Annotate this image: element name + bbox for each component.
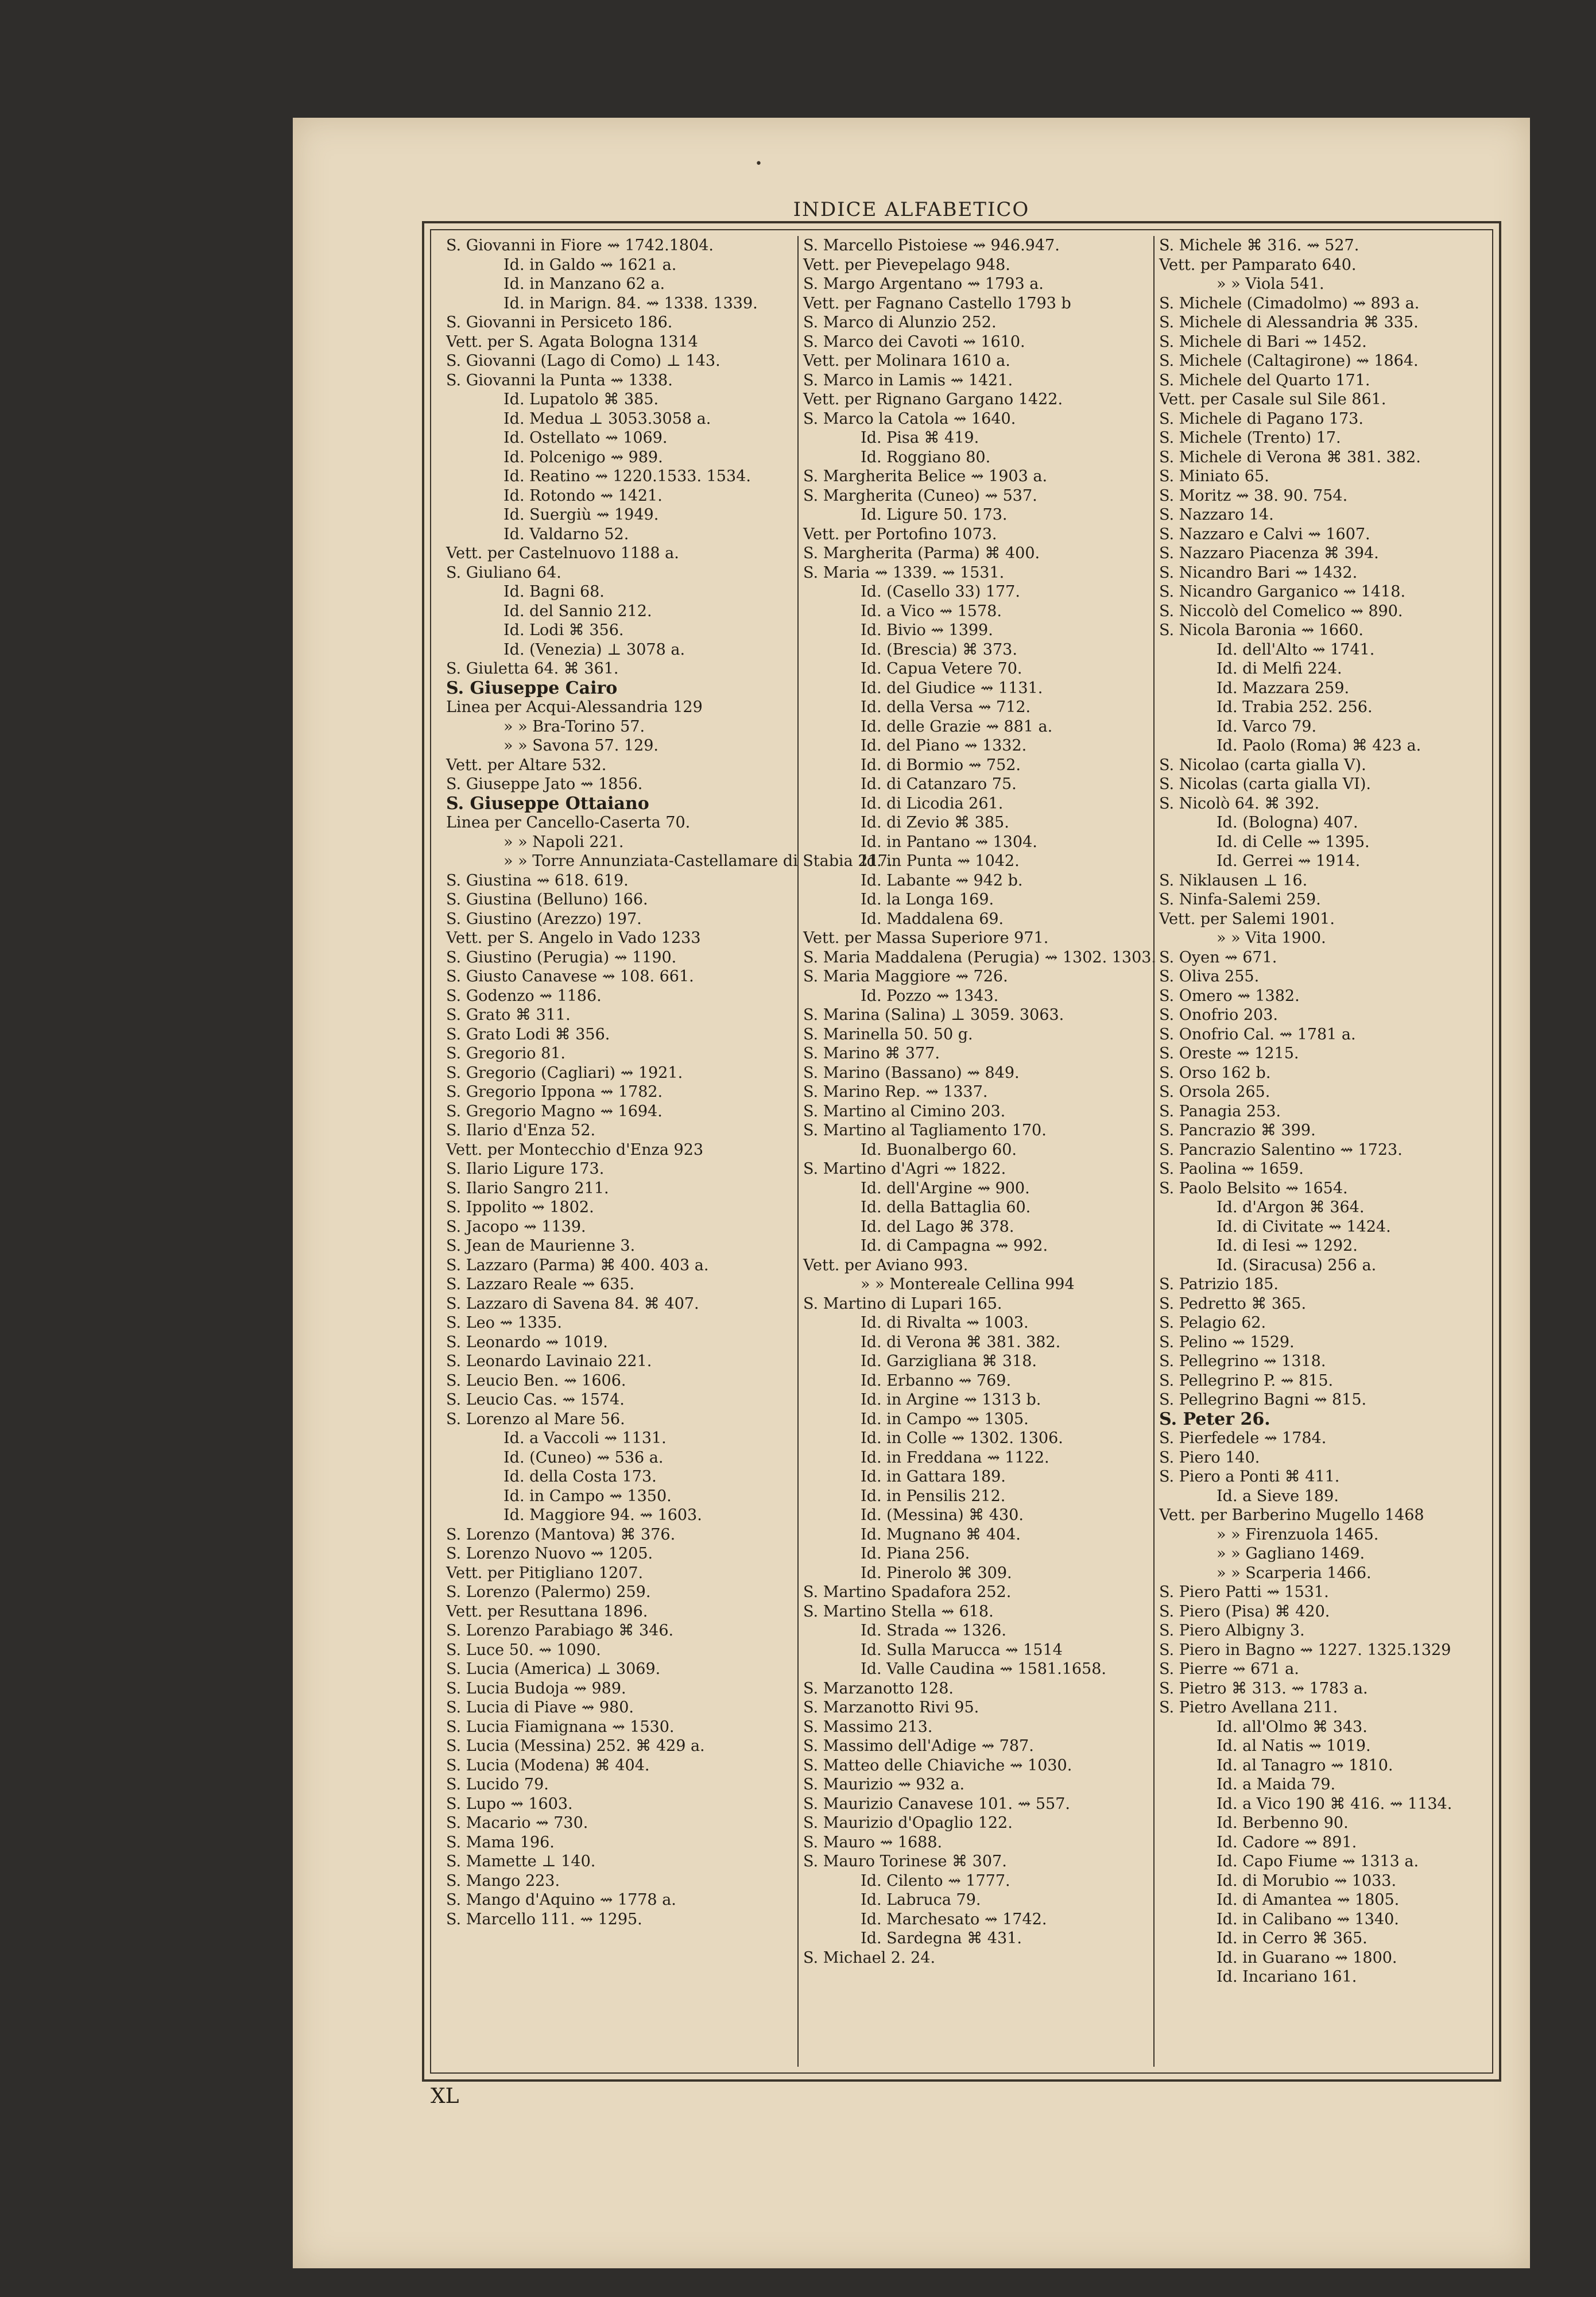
index-entry: S. Martino al Tagliamento 170. (803, 1122, 1047, 1139)
index-entry: S. Godenzo ⇝ 1186. (446, 987, 602, 1005)
index-entry: S. Leucio Ben. ⇝ 1606. (446, 1371, 626, 1390)
index-entry: Id. Medua ⊥ 3053.3058 a. (503, 409, 711, 428)
index-column-3 (1153, 236, 1504, 2067)
index-entry: S. Pierre ⇝ 671 a. (1159, 1660, 1299, 1678)
index-entry: S. Jacopo ⇝ 1139. (446, 1217, 586, 1236)
index-entry: S. Patrizio 185. (1159, 1275, 1279, 1293)
index-entry: S. Marinella 50. 50 g. (803, 1025, 973, 1043)
index-entry: S. Michele di Bari ⇝ 1452. (1159, 332, 1367, 351)
index-entry: S. Maria ⇝ 1339. ⇝ 1531. (803, 563, 1005, 582)
index-entry: S. Giustina (Belluno) 166. (446, 891, 648, 908)
index-entry: S. Omero ⇝ 1382. (1159, 987, 1300, 1005)
index-entry: S. Michele (Trento) 17. (1159, 429, 1341, 447)
index-entry: S. Piero 140. (1159, 1448, 1260, 1467)
index-entry: S. Marino (Bassano) ⇝ 849. (803, 1064, 1020, 1082)
index-entry: Vett. per Portofino 1073. (803, 525, 997, 543)
index-entry: S. Grato Lodi ⌘ 356. (446, 1025, 610, 1043)
index-frame-inner (430, 229, 1493, 2074)
index-entry: Id. dell'Alto ⇝ 1741. (1217, 640, 1375, 659)
index-entry: Vett. per Fagnano Castello 1793 b (803, 294, 1071, 312)
index-entry: Id. Maddalena 69. (861, 910, 1004, 928)
index-entry: S. Lucia Fiamignana ⇝ 1530. (446, 1718, 675, 1736)
index-entry: S. Nicolas (carta gialla VI). (1159, 775, 1371, 793)
index-entry: Id. di Rivalta ⇝ 1003. (861, 1314, 1029, 1332)
index-entry: Vett. per S. Agata Bologna 1314 (446, 332, 698, 351)
index-entry: S. Maurizio Canavese 101. ⇝ 557. (803, 1795, 1070, 1813)
index-entry: Id. (Casello 33) 177. (861, 583, 1020, 601)
index-entry: S. Jean de Maurienne 3. (446, 1237, 636, 1255)
index-entry: S. Lorenzo Parabiago ⌘ 346. (446, 1622, 674, 1639)
index-entry: Vett. per Aviano 993. (803, 1256, 969, 1274)
index-entry: S. Piero Albigny 3. (1159, 1622, 1305, 1639)
index-entry: S. Margherita (Cuneo) ⇝ 537. (803, 486, 1037, 505)
index-entry: S. Pellegrino ⇝ 1318. (1159, 1352, 1326, 1370)
index-entry: S. Pancrazio Salentino ⇝ 1723. (1159, 1140, 1403, 1159)
index-entry: S. Maria Maggiore ⇝ 726. (803, 968, 1008, 985)
index-entry: S. Pelagio 62. (1159, 1314, 1266, 1332)
index-entry: Id. in Pensilis 212. (861, 1487, 1006, 1505)
index-entry: S. Pellegrino Bagni ⇝ 815. (1159, 1391, 1367, 1409)
index-entry: S. Paolina ⇝ 1659. (1159, 1160, 1304, 1178)
index-entry: Linea per Acqui-Alessandria 129 (446, 698, 703, 716)
index-entry: S. Pedretto ⌘ 365. (1159, 1294, 1307, 1313)
index-entry: » » Scarperia 1466. (1217, 1564, 1372, 1582)
index-entry: S. Lupo ⇝ 1603. (446, 1795, 573, 1813)
index-entry: Id. Sulla Marucca ⇝ 1514 (861, 1641, 1063, 1659)
page-title: INDICE ALFABETICO (793, 198, 1030, 221)
index-entry: S. Ninfa-Salemi 259. (1159, 891, 1321, 908)
index-entry: Id. Mugnano ⌘ 404. (861, 1525, 1021, 1544)
index-entry: Id. Marchesato ⇝ 1742. (861, 1910, 1047, 1928)
index-entry: Id. Trabia 252. 256. (1217, 698, 1373, 716)
index-entry: Id. (Siracusa) 256 a. (1217, 1256, 1377, 1274)
index-entry: S. Martino Stella ⇝ 618. (803, 1602, 994, 1621)
index-entry: Id. Bivio ⇝ 1399. (861, 621, 993, 639)
index-entry: S. Pierfedele ⇝ 1784. (1159, 1429, 1327, 1447)
index-entry: » » Montereale Cellina 994 (861, 1275, 1075, 1293)
index-entry: » » Napoli 221. (503, 833, 624, 851)
index-entry: Id. d'Argon ⌘ 364. (1217, 1198, 1365, 1216)
index-entry: S. Marzanotto 128. (803, 1679, 954, 1697)
index-entry: S. Massimo dell'Adige ⇝ 787. (803, 1737, 1034, 1755)
index-entry: Vett. per Altare 532. (446, 756, 607, 774)
index-entry: S. Giovanni in Persiceto 186. (446, 314, 673, 331)
index-entry: S. Niccolò del Comelico ⇝ 890. (1159, 602, 1403, 620)
index-entry: S. Michele del Quarto 171. (1159, 371, 1370, 389)
index-entry: Id. (Messina) ⌘ 430. (861, 1506, 1024, 1524)
index-entry: S. Matteo delle Chiaviche ⇝ 1030. (803, 1756, 1072, 1774)
index-entry: Id. (Brescia) ⌘ 373. (861, 640, 1017, 659)
index-entry: S. Mama 196. (446, 1833, 555, 1851)
index-entry: Id. Cadore ⇝ 891. (1217, 1833, 1357, 1851)
index-entry: S. Leo ⇝ 1335. (446, 1314, 562, 1332)
index-entry: S. Giovanni la Punta ⇝ 1338. (446, 371, 673, 389)
index-entry: S. Nazzaro 14. (1159, 506, 1274, 524)
index-entry: S. Lazzaro (Parma) ⌘ 400. 403 a. (446, 1256, 709, 1274)
index-entry: Id. Garzigliana ⌘ 318. (861, 1352, 1037, 1370)
index-entry: S. Lucia (Messina) 252. ⌘ 429 a. (446, 1737, 705, 1755)
index-entry: Vett. per Rignano Gargano 1422. (803, 390, 1063, 408)
index-entry: Id. in Manzano 62 a. (503, 275, 665, 293)
index-entry: Id. di Campagna ⇝ 992. (861, 1237, 1048, 1255)
index-entry: S. Ilario Sangro 211. (446, 1179, 609, 1197)
index-entry: Id. Piana 256. (861, 1545, 970, 1563)
index-entry: » » Bra-Torino 57. (503, 717, 645, 736)
index-entry: S. Ippolito ⇝ 1802. (446, 1198, 594, 1216)
index-entry: S. Martino Spadafora 252. (803, 1583, 1012, 1601)
index-entry: Id. Polcenigo ⇝ 989. (503, 448, 663, 466)
index-entry: Id. Pozzo ⇝ 1343. (861, 987, 999, 1005)
index-entry: Vett. per Salemi 1901. (1159, 910, 1335, 928)
index-entry: » » Torre Annunziata-Castellamare di Stabia 217. (503, 852, 893, 870)
index-entry: Id. dell'Argine ⇝ 900. (861, 1179, 1030, 1197)
index-entry: S. Giusto Canavese ⇝ 108. 661. (446, 968, 694, 985)
index-entry: S. Pellegrino P. ⇝ 815. (1159, 1371, 1334, 1390)
index-entry: S. Margherita Belice ⇝ 1903 a. (803, 467, 1048, 485)
index-entry: Vett. per Resuttana 1896. (446, 1602, 648, 1621)
index-entry: S. Maurizio ⇝ 932 a. (803, 1776, 965, 1793)
index-entry: S. Nicolao (carta gialla V). (1159, 756, 1366, 774)
index-entry: Id. la Longa 169. (861, 891, 994, 908)
index-entry: Id. al Tanagro ⇝ 1810. (1217, 1756, 1393, 1774)
index-frame (422, 221, 1501, 2082)
index-entry: S. Lucia Budoja ⇝ 989. (446, 1679, 626, 1697)
index-entry: S. Moritz ⇝ 38. 90. 754. (1159, 486, 1348, 505)
index-entry: Vett. per Castelnuovo 1188 a. (446, 544, 679, 562)
index-entry: S. Marco di Alunzio 252. (803, 314, 997, 331)
index-entry: Id. Reatino ⇝ 1220.1533. 1534. (503, 467, 751, 485)
index-entry: S. Martino d'Agri ⇝ 1822. (803, 1160, 1006, 1178)
index-entry: Id. di Melfi 224. (1217, 660, 1342, 678)
page-sheet (293, 118, 1530, 2268)
index-entry: S. Giuseppe Ottaiano (446, 793, 649, 814)
index-entry: S. Onofrio Cal. ⇝ 1781 a. (1159, 1025, 1356, 1043)
index-entry: S. Gregorio Magno ⇝ 1694. (446, 1102, 663, 1120)
index-entry: Id. Lodi ⌘ 356. (503, 621, 624, 639)
index-entry: S. Giuseppe Cairo (446, 678, 618, 698)
index-entry: Id. in Pantano ⇝ 1304. (861, 833, 1037, 851)
index-entry: Id. Pinerolo ⌘ 309. (861, 1564, 1012, 1582)
index-entry: S. Lazzaro di Savena 84. ⌘ 407. (446, 1294, 699, 1313)
index-entry: S. Michele di Alessandria ⌘ 335. (1159, 314, 1419, 331)
index-entry: Vett. per S. Angelo in Vado 1233 (446, 929, 701, 947)
index-entry: Id. (Cuneo) ⇝ 536 a. (503, 1448, 664, 1467)
index-entry: S. Piero in Bagno ⇝ 1227. 1325.1329 (1159, 1641, 1451, 1659)
index-entry: S. Mango d'Aquino ⇝ 1778 a. (446, 1891, 676, 1909)
index-entry: Id. Lupatolo ⌘ 385. (503, 390, 659, 408)
index-entry: Id. Ligure 50. 173. (861, 506, 1008, 524)
index-entry: Id. in Argine ⇝ 1313 b. (861, 1391, 1041, 1409)
index-entry: Id. a Vico ⇝ 1578. (861, 602, 1002, 620)
index-entry: Id. Buonalbergo 60. (861, 1140, 1017, 1159)
index-entry: S. Macario ⇝ 730. (446, 1814, 588, 1832)
index-entry: S. Michele di Verona ⌘ 381. 382. (1159, 448, 1421, 466)
index-entry: Id. Suergiù ⇝ 1949. (503, 506, 659, 524)
index-entry: Id. (Venezia) ⊥ 3078 a. (503, 640, 685, 659)
index-entry: S. Lucia (America) ⊥ 3069. (446, 1660, 661, 1678)
index-entry: Vett. per Casale sul Sile 861. (1159, 390, 1386, 408)
index-entry: S. Pietro ⌘ 313. ⇝ 1783 a. (1159, 1679, 1368, 1697)
index-entry: Id. in Cerro ⌘ 365. (1217, 1929, 1368, 1947)
index-entry: S. Mango 223. (446, 1871, 560, 1890)
index-entry: S. Lucido 79. (446, 1776, 549, 1793)
index-entry: Id. Varco 79. (1217, 717, 1317, 736)
index-entry: S. Lucia (Modena) ⌘ 404. (446, 1756, 650, 1774)
index-entry: Vett. per Montecchio d'Enza 923 (446, 1140, 704, 1159)
index-entry: Id. Paolo (Roma) ⌘ 423 a. (1217, 737, 1421, 755)
index-entry: S. Massimo 213. (803, 1718, 933, 1736)
index-entry: Id. (Bologna) 407. (1217, 814, 1358, 832)
index-entry: S. Maurizio d'Opaglio 122. (803, 1814, 1013, 1832)
index-entry: Id. Pisa ⌘ 419. (861, 429, 979, 447)
index-entry: Id. della Costa 173. (503, 1468, 657, 1486)
index-entry: S. Leonardo ⇝ 1019. (446, 1333, 608, 1351)
page-number: XL (431, 2085, 459, 2108)
index-column-2 (797, 236, 1157, 2067)
index-entry: S. Lucia di Piave ⇝ 980. (446, 1699, 634, 1716)
index-entry: Vett. per Molinara 1610 a. (803, 352, 1010, 370)
index-entry: Id. del Giudice ⇝ 1131. (861, 679, 1043, 697)
index-entry: S. Michael 2. 24. (803, 1948, 936, 1967)
index-entry: Id. Labruca 79. (861, 1891, 981, 1909)
index-entry: S. Piero (Pisa) ⌘ 420. (1159, 1602, 1330, 1621)
index-entry: » » Savona 57. 129. (503, 737, 659, 755)
index-entry: S. Michele ⌘ 316. ⇝ 527. (1159, 237, 1359, 254)
index-entry: Vett. per Pitigliano 1207. (446, 1564, 644, 1582)
index-entry: S. Marina (Salina) ⊥ 3059. 3063. (803, 1006, 1064, 1024)
index-entry: Id. di Civitate ⇝ 1424. (1217, 1217, 1391, 1236)
index-entry: S. Michele (Caltagirone) ⇝ 1864. (1159, 352, 1419, 370)
index-entry: Id. di Verona ⌘ 381. 382. (861, 1333, 1061, 1351)
index-entry: Id. del Piano ⇝ 1332. (861, 737, 1027, 755)
index-entry: Id. del Sannio 212. (503, 602, 652, 620)
index-entry: Id. Erbanno ⇝ 769. (861, 1371, 1012, 1390)
index-entry: S. Leonardo Lavinaio 221. (446, 1352, 652, 1370)
index-entry: S. Marcello 111. ⇝ 1295. (446, 1910, 642, 1928)
index-entry: Id. Valle Caudina ⇝ 1581.1658. (861, 1660, 1106, 1678)
index-entry: S. Maria Maddalena (Perugia) ⇝ 1302. 1303. (803, 948, 1157, 966)
index-entry: Id. all'Olmo ⌘ 343. (1217, 1718, 1368, 1736)
index-entry: S. Michele (Cimadolmo) ⇝ 893 a. (1159, 294, 1420, 312)
index-entry: S. Lorenzo (Mantova) ⌘ 376. (446, 1525, 676, 1544)
index-entry: S. Lorenzo Nuovo ⇝ 1205. (446, 1545, 653, 1563)
index-entry: » » Gagliano 1469. (1217, 1545, 1365, 1563)
index-entry: S. Margherita (Parma) ⌘ 400. (803, 544, 1040, 562)
index-entry: Id. in Guarano ⇝ 1800. (1217, 1948, 1397, 1967)
index-entry: S. Paolo Belsito ⇝ 1654. (1159, 1179, 1348, 1197)
index-entry: Linea per Cancello-Caserta 70. (446, 814, 691, 832)
index-entry: S. Lorenzo (Palermo) 259. (446, 1583, 651, 1601)
index-entry: S. Marino ⌘ 377. (803, 1045, 940, 1062)
index-entry: Vett. per Pievepelago 948. (803, 256, 1010, 274)
index-entry: Id. di Bormio ⇝ 752. (861, 756, 1021, 774)
index-entry: Id. di Zevio ⌘ 385. (861, 814, 1009, 832)
index-entry: Id. Mazzara 259. (1217, 679, 1350, 697)
index-entry: Vett. per Pamparato 640. (1159, 256, 1357, 274)
index-entry: » » Vita 1900. (1217, 929, 1326, 947)
index-entry: S. Mamette ⊥ 140. (446, 1853, 596, 1870)
index-entry: S. Giovanni in Fiore ⇝ 1742.1804. (446, 237, 714, 254)
index-entry: S. Marcello Pistoiese ⇝ 946.947. (803, 237, 1060, 254)
index-entry: Id. di Morubio ⇝ 1033. (1217, 1871, 1397, 1890)
index-entry: S. Marino Rep. ⇝ 1337. (803, 1083, 988, 1101)
index-entry: S. Lazzaro Reale ⇝ 635. (446, 1275, 634, 1293)
index-entry: Id. delle Grazie ⇝ 881 a. (861, 717, 1053, 736)
index-entry: S. Ilario d'Enza 52. (446, 1122, 596, 1139)
index-entry: S. Peter 26. (1159, 1409, 1270, 1429)
index-entry: Id. in Calibano ⇝ 1340. (1217, 1910, 1399, 1928)
index-entry: Id. Berbenno 90. (1217, 1814, 1349, 1832)
index-entry: S. Grato ⌘ 311. (446, 1006, 571, 1024)
index-entry: Id. in Campo ⇝ 1305. (861, 1410, 1029, 1428)
index-entry: S. Martino di Lupari 165. (803, 1294, 1002, 1313)
index-entry: S. Giuseppe Jato ⇝ 1856. (446, 775, 643, 793)
index-entry: Id. in Gattara 189. (861, 1468, 1006, 1486)
index-entry: Id. a Vaccoli ⇝ 1131. (503, 1429, 667, 1447)
index-entry: Id. Valdarno 52. (503, 525, 629, 543)
index-entry: S. Marco la Catola ⇝ 1640. (803, 409, 1016, 428)
index-entry: Id. di Celle ⇝ 1395. (1217, 833, 1370, 851)
index-entry: S. Nazzaro Piacenza ⌘ 394. (1159, 544, 1379, 562)
index-entry: S. Nazzaro e Calvi ⇝ 1607. (1159, 525, 1370, 543)
index-entry: S. Orso 162 b. (1159, 1064, 1271, 1082)
index-entry: S. Orsola 265. (1159, 1083, 1270, 1101)
index-entry: S. Leucio Cas. ⇝ 1574. (446, 1391, 625, 1409)
index-entry: Id. Bagni 68. (503, 583, 605, 601)
index-entry: Id. in Campo ⇝ 1350. (503, 1487, 672, 1505)
index-entry: S. Oreste ⇝ 1215. (1159, 1045, 1299, 1062)
index-entry: Id. a Maida 79. (1217, 1776, 1336, 1793)
index-entry: S. Giuliano 64. (446, 563, 561, 582)
index-entry: Id. in Colle ⇝ 1302. 1306. (861, 1429, 1063, 1447)
index-entry: Id. in Marign. 84. ⇝ 1338. 1339. (503, 294, 758, 312)
index-entry: Id. Roggiano 80. (861, 448, 991, 466)
index-entry: Vett. per Barberino Mugello 1468 (1159, 1506, 1424, 1524)
index-entry: S. Pelino ⇝ 1529. (1159, 1333, 1295, 1351)
index-entry: S. Oliva 255. (1159, 968, 1260, 985)
index-entry: Id. al Natis ⇝ 1019. (1217, 1737, 1371, 1755)
index-entry: Id. Capua Vetere 70. (861, 660, 1022, 678)
index-entry: Id. in Freddana ⇝ 1122. (861, 1448, 1049, 1467)
index-entry: Id. Incariano 161. (1217, 1968, 1357, 1986)
index-entry: S. Gregorio Ippona ⇝ 1782. (446, 1083, 663, 1101)
index-entry: S. Oyen ⇝ 671. (1159, 948, 1277, 966)
index-entry: Id. di Catanzaro 75. (861, 775, 1017, 793)
index-entry: S. Onofrio 203. (1159, 1006, 1278, 1024)
index-entry: S. Giovanni (Lago di Como) ⊥ 143. (446, 352, 720, 370)
index-entry: Id. in Galdo ⇝ 1621 a. (503, 256, 677, 274)
index-entry: S. Ilario Ligure 173. (446, 1160, 605, 1178)
index-entry: » » Firenzuola 1465. (1217, 1525, 1379, 1544)
index-entry: S. Nicolò 64. ⌘ 392. (1159, 794, 1320, 813)
index-entry: Id. Sardegna ⌘ 431. (861, 1929, 1022, 1947)
index-entry: S. Piero Patti ⇝ 1531. (1159, 1583, 1329, 1601)
index-entry: Id. Capo Fiume ⇝ 1313 a. (1217, 1853, 1419, 1870)
index-entry: S. Gregorio (Cagliari) ⇝ 1921. (446, 1064, 683, 1082)
index-entry: Id. in Punta ⇝ 1042. (861, 852, 1020, 870)
index-entry: Id. di Licodia 261. (861, 794, 1004, 813)
index-entry: S. Michele di Pagano 173. (1159, 409, 1363, 428)
index-entry: Id. Cilento ⇝ 1777. (861, 1871, 1010, 1890)
ink-mark: • (755, 157, 762, 171)
index-entry: Id. Gerrei ⇝ 1914. (1217, 852, 1361, 870)
index-entry: S. Miniato 65. (1159, 467, 1269, 485)
index-entry: S. Giuletta 64. ⌘ 361. (446, 660, 619, 678)
index-entry: Id. a Vico 190 ⌘ 416. ⇝ 1134. (1217, 1795, 1452, 1813)
index-entry: S. Pancrazio ⌘ 399. (1159, 1122, 1316, 1139)
index-entry: » » Viola 541. (1217, 275, 1324, 293)
index-entry: S. Nicandro Garganico ⇝ 1418. (1159, 583, 1406, 601)
index-entry: S. Margo Argentano ⇝ 1793 a. (803, 275, 1044, 293)
index-entry: Id. Ostellato ⇝ 1069. (503, 429, 668, 447)
index-entry: S. Giustina ⇝ 618. 619. (446, 871, 629, 890)
index-entry: Id. Rotondo ⇝ 1421. (503, 486, 663, 505)
index-entry: Id. Strada ⇝ 1326. (861, 1622, 1006, 1639)
index-entry: S. Marzanotto Rivi 95. (803, 1699, 979, 1716)
index-entry: S. Lorenzo al Mare 56. (446, 1410, 625, 1428)
index-entry: S. Mauro ⇝ 1688. (803, 1833, 943, 1851)
index-entry: S. Piero a Ponti ⌘ 411. (1159, 1468, 1340, 1486)
index-entry: Vett. per Massa Superiore 971. (803, 929, 1049, 947)
index-entry: S. Giustino (Arezzo) 197. (446, 910, 642, 928)
index-entry: Id. di Amantea ⇝ 1805. (1217, 1891, 1400, 1909)
index-entry: S. Marco dei Cavoti ⇝ 1610. (803, 332, 1025, 351)
index-entry: Id. del Lago ⌘ 378. (861, 1217, 1014, 1236)
index-entry: S. Pietro Avellana 211. (1159, 1699, 1338, 1716)
index-entry: Id. della Battaglia 60. (861, 1198, 1031, 1216)
index-entry: S. Niklausen ⊥ 16. (1159, 871, 1308, 890)
index-entry: Id. Labante ⇝ 942 b. (861, 871, 1023, 890)
index-entry: S. Nicandro Bari ⇝ 1432. (1159, 563, 1358, 582)
index-entry: Id. della Versa ⇝ 712. (861, 698, 1031, 716)
index-entry: S. Giustino (Perugia) ⇝ 1190. (446, 948, 677, 966)
index-entry: S. Marco in Lamis ⇝ 1421. (803, 371, 1013, 389)
index-entry: S. Martino al Cimino 203. (803, 1102, 1006, 1120)
index-entry: S. Gregorio 81. (446, 1045, 566, 1062)
index-entry: Id. di Iesi ⇝ 1292. (1217, 1237, 1358, 1255)
index-entry: Id. a Sieve 189. (1217, 1487, 1339, 1505)
index-entry: S. Luce 50. ⇝ 1090. (446, 1641, 601, 1659)
index-entry: S. Panagia 253. (1159, 1102, 1281, 1120)
index-entry: S. Mauro Torinese ⌘ 307. (803, 1853, 1007, 1870)
index-entry: Id. Maggiore 94. ⇝ 1603. (503, 1506, 702, 1524)
index-entry: S. Nicola Baronia ⇝ 1660. (1159, 621, 1363, 639)
